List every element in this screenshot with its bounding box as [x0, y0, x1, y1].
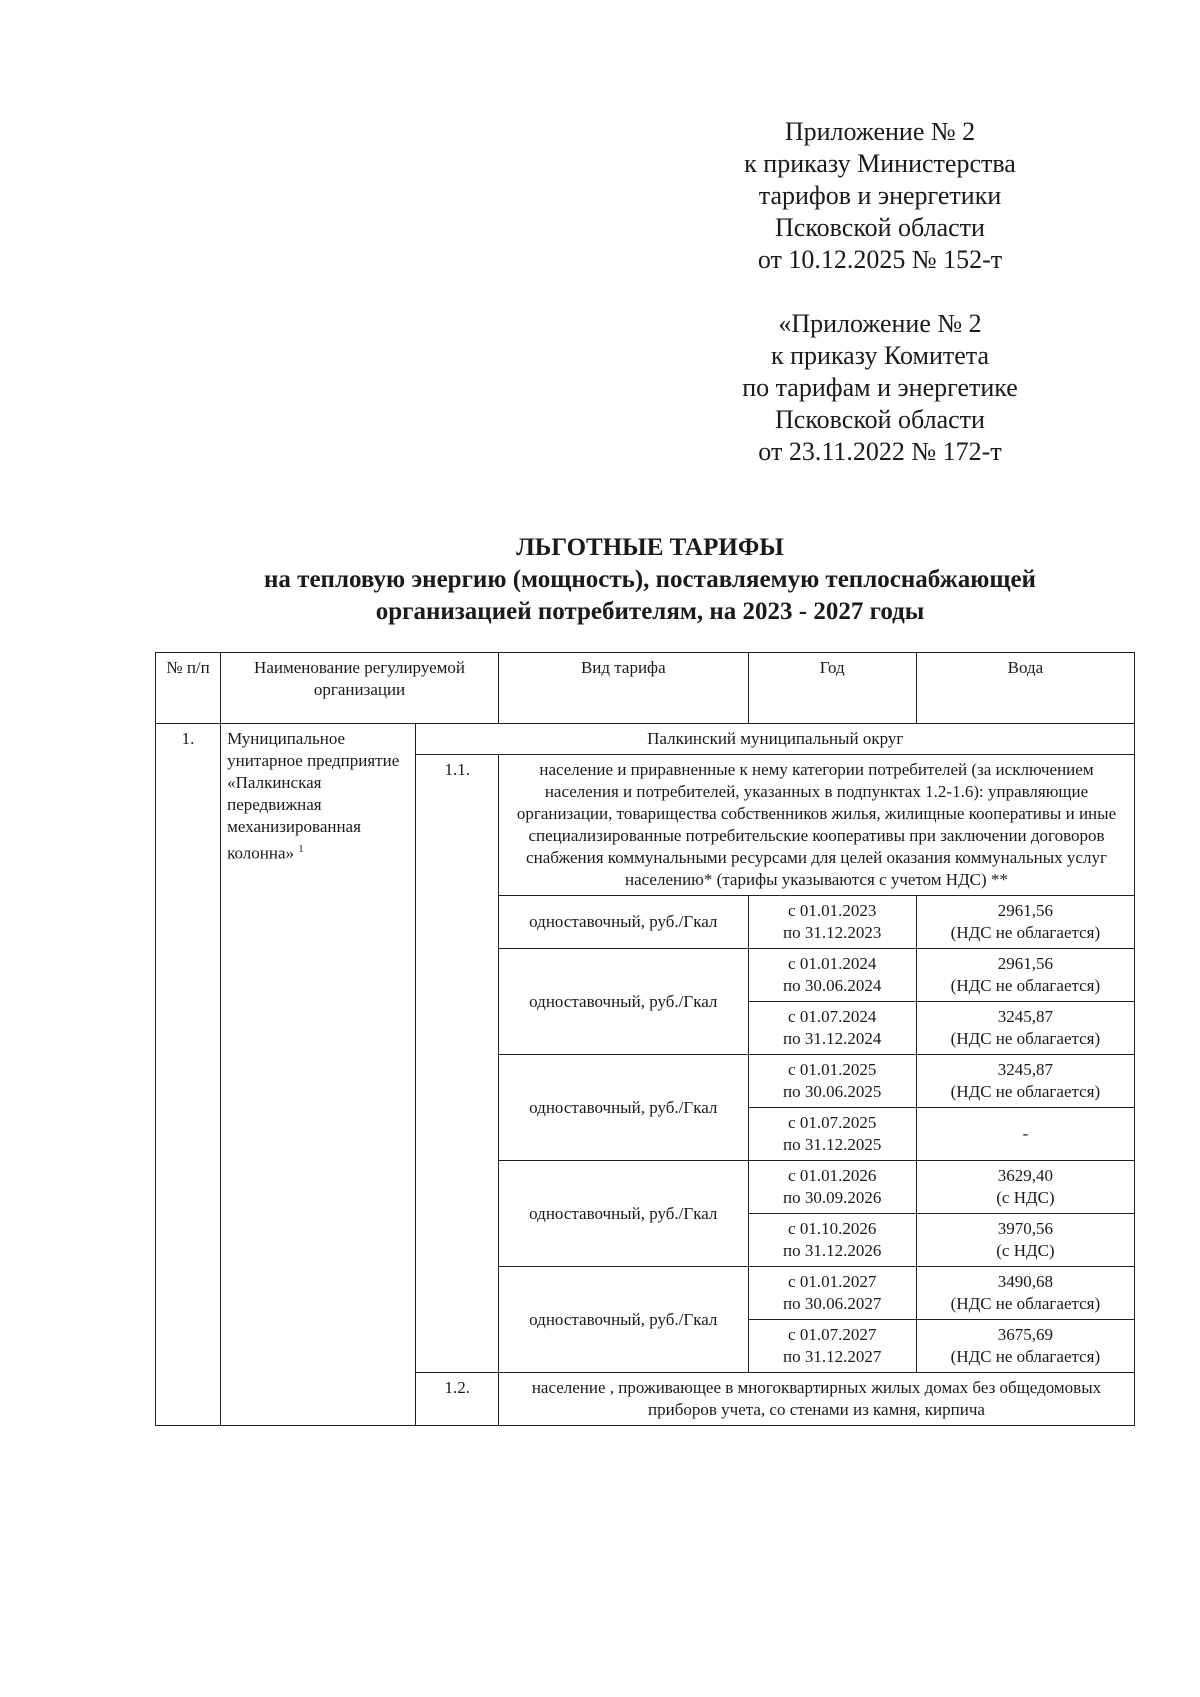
tariff-type: одноставочный, руб./Гкал	[498, 949, 748, 1055]
period-cell: с 01.07.2024 по 31.12.2024	[748, 1002, 916, 1055]
period-cell: с 01.01.2026 по 30.09.2026	[748, 1161, 916, 1214]
section-description: население , проживающее в многоквартирных жилых домах без общедомовых приборов учета, со стенами из камня, кирпича	[498, 1373, 1134, 1426]
appendix-line: от 10.12.2025 № 152-т	[757, 245, 1003, 274]
title-line-1: ЛЬГОТНЫЕ ТАРИФЫ	[516, 534, 784, 561]
appendix-line: тарифов и энергетики	[758, 181, 1002, 210]
appendix-header-original	[690, 308, 1070, 468]
table-row	[156, 724, 1135, 755]
section-description: население и приравненные к нему категории потребителей (за исключением населения и потребителей, указанных в подпунктах 1.2-1.6): управляющие организации, товарищества собственников жилья, жилищные кооперативы и иные специализированные потребительские кооперативы при заключении договоров снабжения коммунальными ресурсами для целей оказания коммунальных услуг населению* (тарифы указываются с учетом НДС) **	[498, 755, 1134, 896]
appendix-header-current	[690, 116, 1070, 276]
title-line-3: организацией потребителям, на 2023 - 2027 годы	[375, 598, 925, 625]
period-cell: с 01.01.2025 по 30.06.2025	[748, 1055, 916, 1108]
appendix-line: Псковской области	[775, 213, 985, 242]
period-cell: с 01.07.2025 по 31.12.2025	[748, 1108, 916, 1161]
price-cell: 2961,56 (НДС не облагается)	[916, 896, 1134, 949]
price-cell: 3490,68 (НДС не облагается)	[916, 1267, 1134, 1320]
price-cell: 3970,56 (с НДС)	[916, 1214, 1134, 1267]
appendix-line: Псковской области	[775, 405, 985, 434]
section-number: 1.2.	[416, 1373, 499, 1426]
header-num: № п/п	[156, 653, 221, 724]
header-water: Вода	[916, 653, 1134, 724]
period-cell: с 01.01.2024 по 30.06.2024	[748, 949, 916, 1002]
price-cell: 2961,56 (НДС не облагается)	[916, 949, 1134, 1002]
tariff-type: одноставочный, руб./Гкал	[498, 1055, 748, 1161]
appendix-line: к приказу Комитета	[770, 341, 989, 370]
appendix-line: к приказу Министерства	[744, 149, 1016, 178]
section-number: 1.1.	[416, 755, 499, 1373]
appendix-line: от 23.11.2022 № 172-т	[758, 437, 1002, 466]
title-line-2: на тепловую энергию (мощность), поставляемую теплоснабжающей	[264, 566, 1036, 593]
table-header-row	[156, 653, 1135, 724]
price-cell: 3245,87 (НДС не облагается)	[916, 1002, 1134, 1055]
document-title	[150, 532, 1150, 628]
tariff-type: одноставочный, руб./Гкал	[498, 896, 748, 949]
period-cell: с 01.07.2027 по 31.12.2027	[748, 1320, 916, 1373]
appendix-line: по тарифам и энергетике	[742, 373, 1018, 402]
header-org: Наименование регулируемой организации	[221, 653, 499, 724]
price-cell: 3629,40 (с НДС)	[916, 1161, 1134, 1214]
header-type: Вид тарифа	[498, 653, 748, 724]
district-name: Палкинский муниципальный округ	[416, 724, 1135, 755]
footnote-marker: 1	[298, 843, 304, 855]
period-cell: с 01.01.2027 по 30.06.2027	[748, 1267, 916, 1320]
price-cell: 3675,69 (НДС не облагается)	[916, 1320, 1134, 1373]
price-cell: 3245,87 (НДС не облагается)	[916, 1055, 1134, 1108]
price-cell: -	[916, 1108, 1134, 1161]
organization-name: Муниципальное унитарное предприятие «Палкинская передвижная механизированная колонна» $^1$	[221, 724, 416, 1426]
tariff-table	[155, 652, 1135, 1426]
appendix-line: Приложение № 2	[784, 117, 976, 146]
header-year: Год	[748, 653, 916, 724]
period-cell: с 01.01.2023 по 31.12.2023	[748, 896, 916, 949]
tariff-type: одноставочный, руб./Гкал	[498, 1267, 748, 1373]
appendix-line: «Приложение № 2	[778, 309, 982, 338]
row-number: 1.	[156, 724, 221, 1426]
period-cell: с 01.10.2026 по 31.12.2026	[748, 1214, 916, 1267]
tariff-type: одноставочный, руб./Гкал	[498, 1161, 748, 1267]
